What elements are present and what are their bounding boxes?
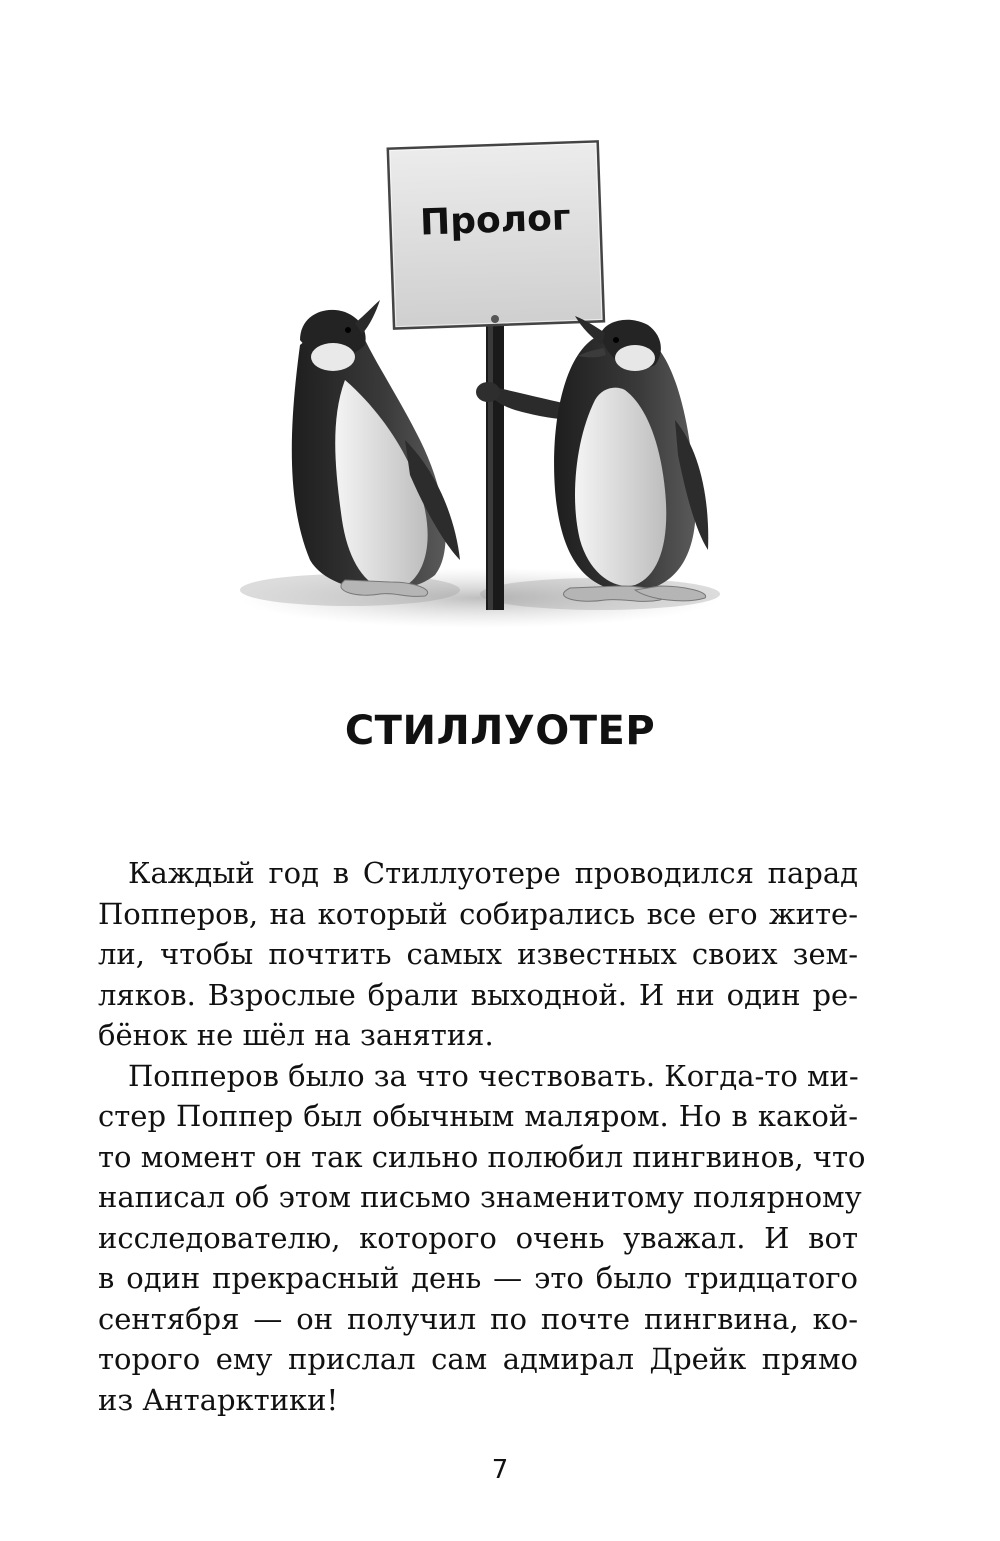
text-line: ляков. Взрослые брали выходной. И ни один ре-	[98, 977, 858, 1012]
text-line: в один прекрасный день — это было тридцатого	[98, 1261, 858, 1295]
text-line: сентября — он получил по почте пингвина, ко-	[98, 1301, 858, 1336]
text-line: исследователю, которого очень уважал. И вот	[98, 1220, 858, 1255]
sign-text: Пролог	[419, 197, 572, 244]
text-line: из Антарктики!	[98, 1382, 339, 1417]
prologue-illustration	[230, 120, 730, 630]
body-text	[98, 853, 866, 1420]
page-number: 7	[491, 1455, 509, 1485]
text-line: бёнок не шёл на занятия.	[98, 1018, 494, 1052]
text-line: стер Поппер был обычным маляром. Но в какой-	[98, 1099, 858, 1133]
sign-board	[388, 141, 604, 328]
text-line: Каждый год в Стиллуотере проводился парад	[128, 856, 858, 890]
left-penguin	[292, 300, 460, 596]
right-penguin	[476, 316, 708, 601]
penguins-with-sign-picture	[230, 120, 730, 630]
text-line: Попперов, на который собирались все его жите-	[98, 896, 858, 931]
text-line: написал об этом письмо знаменитому полярному	[98, 1180, 862, 1214]
text-line: то момент он так сильно полюбил пингвинов, что	[98, 1139, 866, 1174]
text-line: Попперов было за что чествовать. Когда-то ми-	[128, 1058, 859, 1093]
chapter-title: СТИЛЛУОТЕР	[344, 708, 656, 754]
text-line: ли, чтобы почтить самых известных своих зем-	[98, 937, 858, 971]
text-line: торого ему прислал сам адмирал Дрейк прямо	[98, 1342, 858, 1376]
